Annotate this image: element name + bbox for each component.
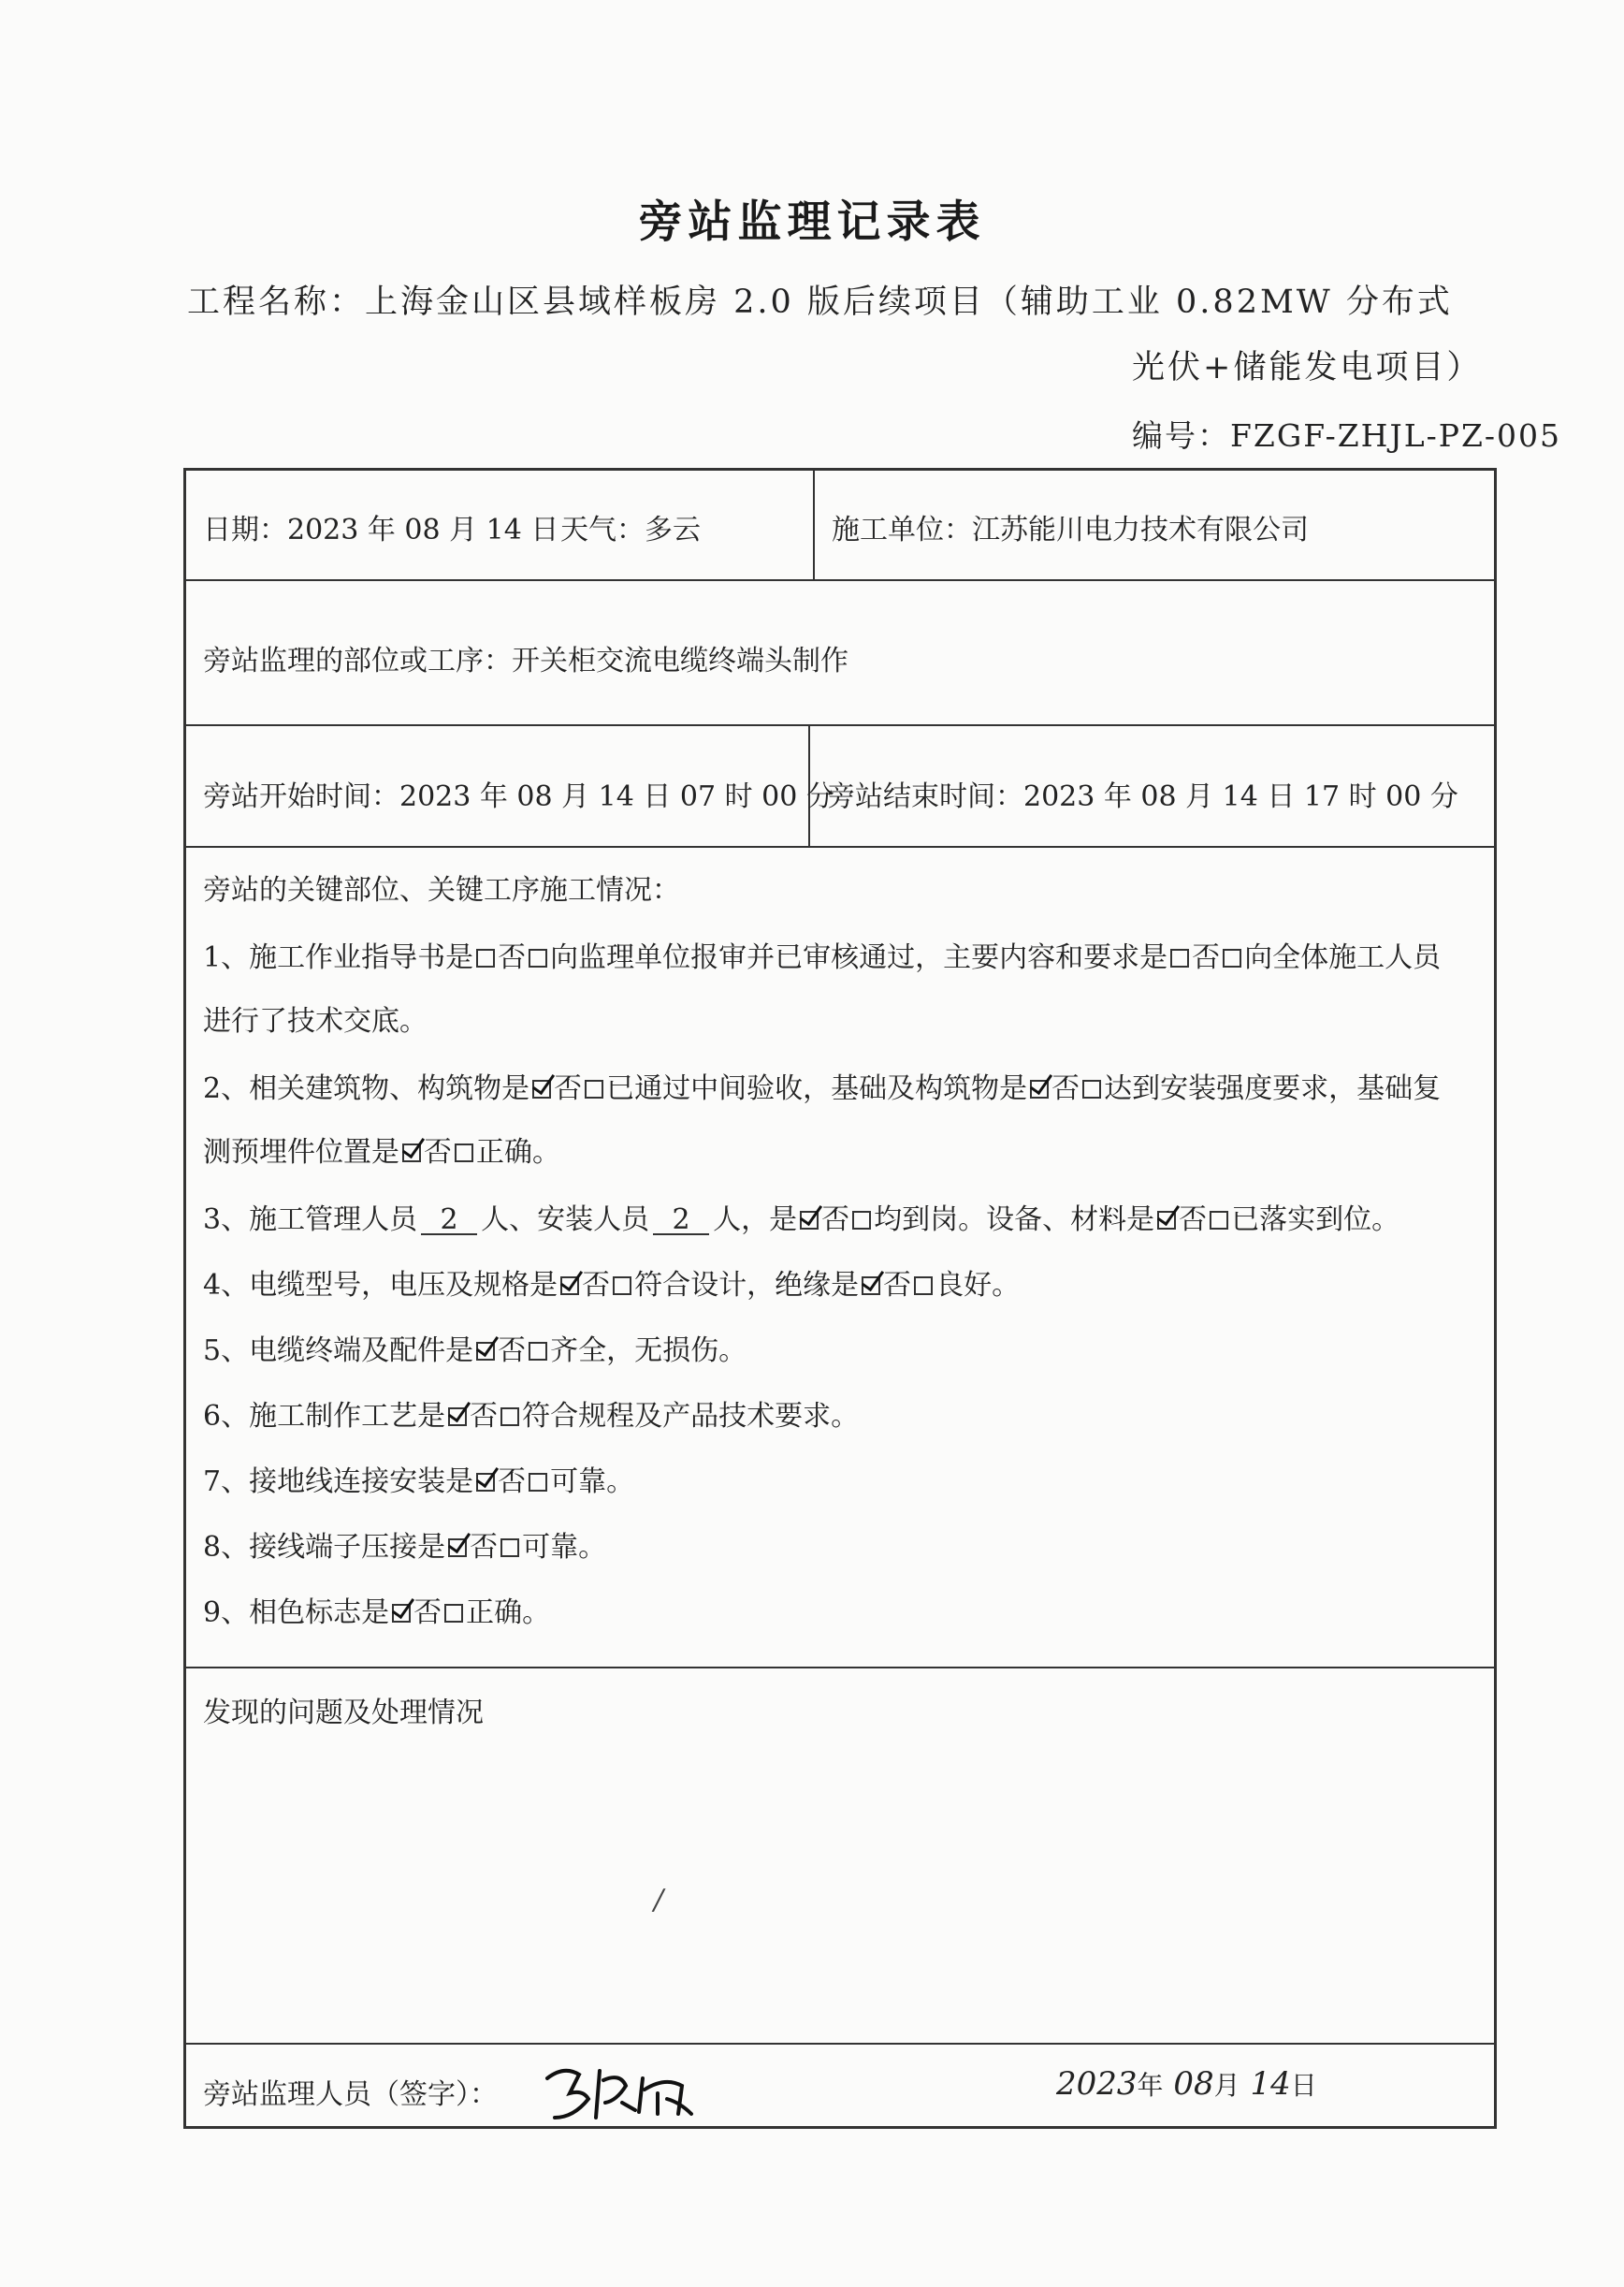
document-code-label: 编号：: [1132, 417, 1230, 454]
problems-content: /: [654, 1884, 664, 1916]
checkbox-no[interactable]: [585, 1080, 603, 1099]
option-no-label: 否: [498, 1334, 527, 1367]
option-no-label: 否: [470, 1531, 499, 1564]
checkbox-yes-checked[interactable]: [560, 1276, 579, 1295]
condition-item-4: [203, 1261, 1020, 1303]
conditions-heading: 旁站的关键部位、关键工序施工情况：: [203, 874, 680, 907]
checkbox-no[interactable]: [529, 1473, 547, 1492]
condition-text: 3、施工管理人员: [203, 1203, 418, 1236]
condition-text: 人、安装人员: [481, 1203, 650, 1236]
condition-text: 可靠。: [522, 1531, 607, 1564]
condition-item-1: [203, 934, 1441, 975]
row-problems: [186, 1668, 1494, 2045]
condition-text: 已通过中间验收，基础及构筑物是: [606, 1072, 1028, 1105]
condition-text: 均到岗。设备、材料是: [874, 1203, 1155, 1236]
option-no-label: 否: [424, 1136, 452, 1169]
checkbox-no[interactable]: [529, 1342, 547, 1361]
month-label: 月: [1213, 2070, 1240, 2101]
condition-text: 已落实到位。: [1231, 1203, 1400, 1236]
row-date-unit: [186, 471, 1494, 581]
option-no-label: 否: [498, 941, 527, 974]
condition-text: 符合设计，绝缘是: [634, 1269, 860, 1302]
problems-heading: 发现的问题及处理情况: [203, 1697, 484, 1729]
construction-unit-field: 施工单位：江苏能川电力技术有限公司: [832, 514, 1309, 546]
option-no-label: 否: [821, 1203, 850, 1236]
condition-text: 良好。: [935, 1269, 1021, 1302]
condition-text: 向全体施工人员: [1244, 941, 1442, 974]
option-no-label: 否: [413, 1596, 442, 1629]
checkbox-no[interactable]: [455, 1144, 473, 1162]
condition-text: 齐全，无损伤。: [550, 1334, 747, 1367]
checkbox-yes-checked[interactable]: [800, 1211, 819, 1230]
row-divider: [813, 471, 815, 579]
checkbox-no[interactable]: [852, 1211, 871, 1230]
option-no-label: 否: [470, 1400, 499, 1433]
checkbox-no[interactable]: [1223, 949, 1241, 968]
checkbox-yes-checked[interactable]: [448, 1538, 467, 1557]
year-label: 年: [1137, 2070, 1164, 2101]
option-no-label: 否: [883, 1269, 912, 1302]
condition-text: 人，是: [713, 1203, 798, 1236]
date-field: 日期：2023 年 08 月 14 日: [203, 514, 559, 546]
condition-item-6: [203, 1392, 859, 1434]
condition-text: 7、接地线连接安装是: [203, 1465, 474, 1498]
checkbox-yes[interactable]: [1170, 949, 1189, 968]
condition-text: 可靠。: [550, 1465, 635, 1498]
checkbox-yes-checked[interactable]: [1157, 1211, 1176, 1230]
condition-text: 9、相色标志是: [203, 1596, 390, 1629]
checkbox-yes-checked[interactable]: [1030, 1080, 1049, 1099]
supervision-process-field: 旁站监理的部位或工序：开关柜交流电缆终端头制作: [203, 645, 848, 677]
manager-count: 2: [421, 1207, 477, 1235]
option-no-label: 否: [582, 1269, 611, 1302]
condition-text: 1、施工作业指导书是: [203, 941, 474, 974]
condition-item-5: [203, 1327, 747, 1368]
option-no-label: 否: [1192, 941, 1221, 974]
document-code-value: FZGF-ZHJL-PZ-005: [1230, 417, 1562, 454]
signature-label: 旁站监理人员（签字）：: [203, 2078, 498, 2111]
condition-item-2-cont: [203, 1129, 560, 1170]
checkbox-no[interactable]: [529, 949, 547, 968]
condition-text: 测预埋件位置是: [203, 1136, 399, 1169]
condition-item-7: [203, 1458, 634, 1499]
row-process: [186, 581, 1494, 726]
signature-date: [1056, 2065, 1317, 2103]
condition-item-1-cont: 进行了技术交底。: [203, 1005, 428, 1038]
record-form: [183, 468, 1497, 2129]
checkbox-no[interactable]: [500, 1407, 519, 1426]
row-conditions: [186, 848, 1494, 1668]
signature-month: 08: [1173, 2065, 1214, 2103]
condition-text: 6、施工制作工艺是: [203, 1400, 446, 1433]
checkbox-yes-checked[interactable]: [402, 1144, 421, 1162]
start-time-field: 旁站开始时间：2023 年 08 月 14 日 07 时 00 分: [203, 780, 834, 813]
condition-text: 达到安装强度要求，基础复: [1104, 1072, 1442, 1105]
condition-text: 符合规程及产品技术要求。: [522, 1400, 860, 1433]
project-name-line1: 工程名称：上海金山区县域样板房 2.0 版后续项目（辅助工业 0.82MW 分布式: [187, 284, 1453, 321]
checkbox-yes-checked[interactable]: [532, 1080, 551, 1099]
checkbox-yes-checked[interactable]: [476, 1342, 495, 1361]
condition-text: 4、电缆型号，电压及规格是: [203, 1269, 558, 1302]
option-no-label: 否: [1051, 1072, 1080, 1105]
document-code: [1132, 412, 1561, 456]
condition-text: 2、相关建筑物、构筑物是: [203, 1072, 530, 1105]
end-time-field: 旁站结束时间：2023 年 08 月 14 日 17 时 00 分: [827, 780, 1458, 813]
condition-text: 5、电缆终端及配件是: [203, 1334, 474, 1367]
day-label: 日: [1290, 2070, 1317, 2101]
checkbox-yes-checked[interactable]: [392, 1604, 411, 1623]
option-no-label: 否: [1179, 1203, 1208, 1236]
condition-text: 8、接线端子压接是: [203, 1531, 446, 1564]
handwritten-signature: [542, 2052, 701, 2127]
checkbox-yes-checked[interactable]: [862, 1276, 880, 1295]
checkbox-no[interactable]: [613, 1276, 631, 1295]
checkbox-no[interactable]: [500, 1538, 519, 1557]
project-name-line2: 光伏+储能发电项目）: [1132, 349, 1483, 386]
checkbox-no[interactable]: [1082, 1080, 1101, 1099]
checkbox-no[interactable]: [1210, 1211, 1228, 1230]
checkbox-no[interactable]: [444, 1604, 463, 1623]
signature-day: 14: [1250, 2065, 1291, 2103]
option-no-label: 否: [498, 1465, 527, 1498]
form-title: 旁站监理记录表: [638, 197, 986, 248]
condition-text: 正确。: [476, 1136, 560, 1169]
condition-item-2: [203, 1065, 1441, 1106]
checkbox-yes-checked[interactable]: [476, 1473, 495, 1492]
checkbox-yes-checked[interactable]: [448, 1407, 467, 1426]
row-time: [186, 726, 1494, 848]
condition-text: 正确。: [466, 1596, 551, 1629]
condition-item-9: [203, 1589, 550, 1630]
option-no-label: 否: [554, 1072, 583, 1105]
installer-count: 2: [653, 1207, 709, 1235]
condition-item-3: [203, 1196, 1399, 1237]
checkbox-yes[interactable]: [476, 949, 495, 968]
condition-item-8: [203, 1523, 606, 1565]
checkbox-no[interactable]: [914, 1276, 933, 1295]
row-signature: [186, 2045, 1494, 2132]
signature-year: 2023: [1056, 2065, 1138, 2103]
weather-field: 天气：多云: [560, 514, 701, 546]
condition-text: 向监理单位报审并已审核通过，主要内容和要求是: [550, 941, 1168, 974]
